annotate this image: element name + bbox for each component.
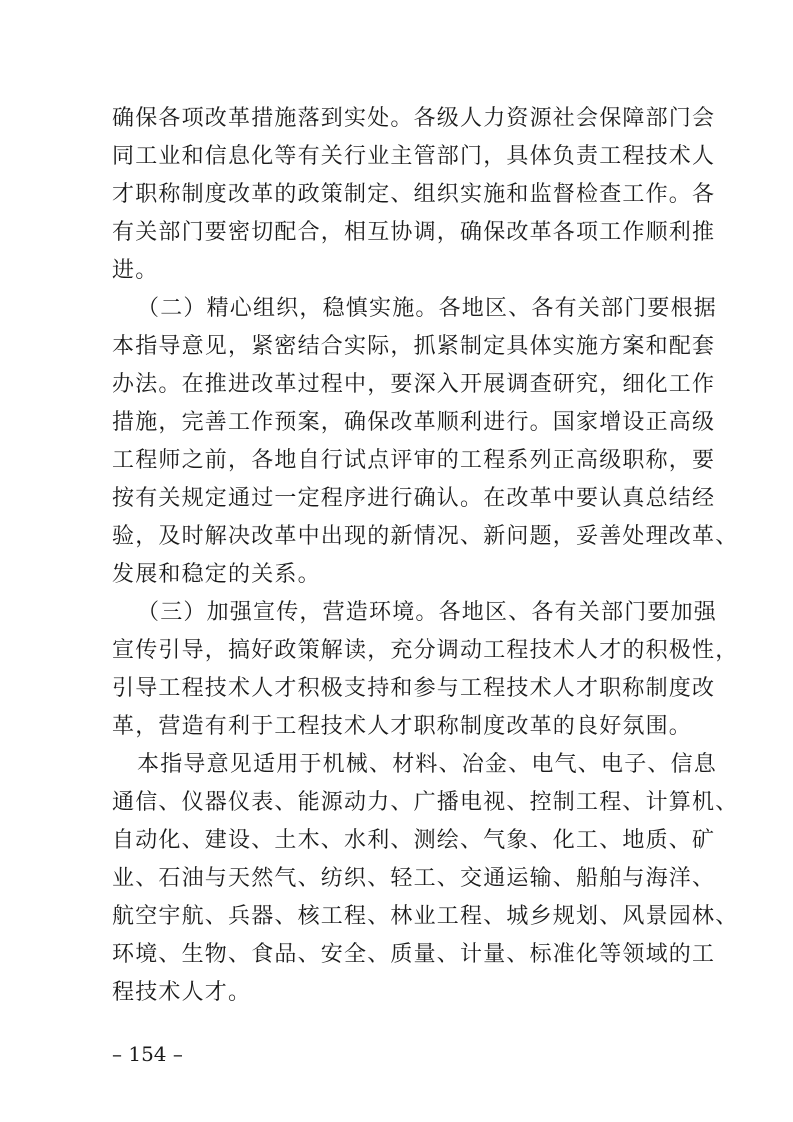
text-line: 验，及时解决改革中出现的新情况、新问题，妥善处理改革、 <box>112 524 739 549</box>
text-line: 工程师之前，各地自行试点评审的工程系列正高级职称，要 <box>112 448 716 473</box>
page-number: – 154 – <box>112 1042 183 1066</box>
text-line: 才职称制度改革的政策制定、组织实施和监督检查工作。各 <box>112 182 716 207</box>
text-line: 革，营造有利于工程技术人才职称制度改革的良好氛围。 <box>112 714 693 739</box>
text-line: 措施，完善工作预案，确保改革顺利进行。国家增设正高级 <box>112 410 716 435</box>
text-line: 环境、生物、食品、安全、质量、计量、标准化等领域的工 <box>112 942 716 967</box>
section-heading-line: （三）加强宣传，营造环境。各地区、各有关部门要加强 <box>137 600 718 625</box>
text-line: 进。 <box>112 258 159 283</box>
text-line: 本指导意见，紧密结合实际，抓紧制定具体实施方案和配套 <box>112 334 716 359</box>
text-line: 程技术人才。 <box>112 980 252 1005</box>
text-line: 按有关规定通过一定程序进行确认。在改革中要认真总结经 <box>112 486 716 511</box>
text-line: 业、石油与天然气、纺织、轻工、交通运输、船舶与海洋、 <box>112 866 716 891</box>
text-line: 有关部门要密切配合，相互协调，确保改革各项工作顺利推 <box>112 220 716 245</box>
text-line: 办法。在推进改革过程中，要深入开展调查研究，细化工作 <box>112 372 716 397</box>
text-line: 同工业和信息化等有关行业主管部门，具体负责工程技术人 <box>112 144 716 169</box>
paragraph-start-line: 本指导意见适用于机械、材料、冶金、电气、电子、信息 <box>137 752 718 777</box>
section-heading-line: （二）精心组织，稳慎实施。各地区、各有关部门要根据 <box>137 296 718 321</box>
text-line: 宣传引导，搞好政策解读，充分调动工程技术人才的积极性， <box>112 638 739 663</box>
body-text <box>112 100 739 1012</box>
text-line: 确保各项改革措施落到实处。各级人力资源社会保障部门会 <box>112 106 716 131</box>
text-line: 航空宇航、兵器、核工程、林业工程、城乡规划、风景园林、 <box>112 904 739 929</box>
text-line: 发展和稳定的关系。 <box>112 562 321 587</box>
text-line: 自动化、建设、土木、水利、测绘、气象、化工、地质、矿 <box>112 828 716 853</box>
text-line: 引导工程技术人才积极支持和参与工程技术人才职称制度改 <box>112 676 716 701</box>
text-line: 通信、仪器仪表、能源动力、广播电视、控制工程、计算机、 <box>112 790 739 815</box>
